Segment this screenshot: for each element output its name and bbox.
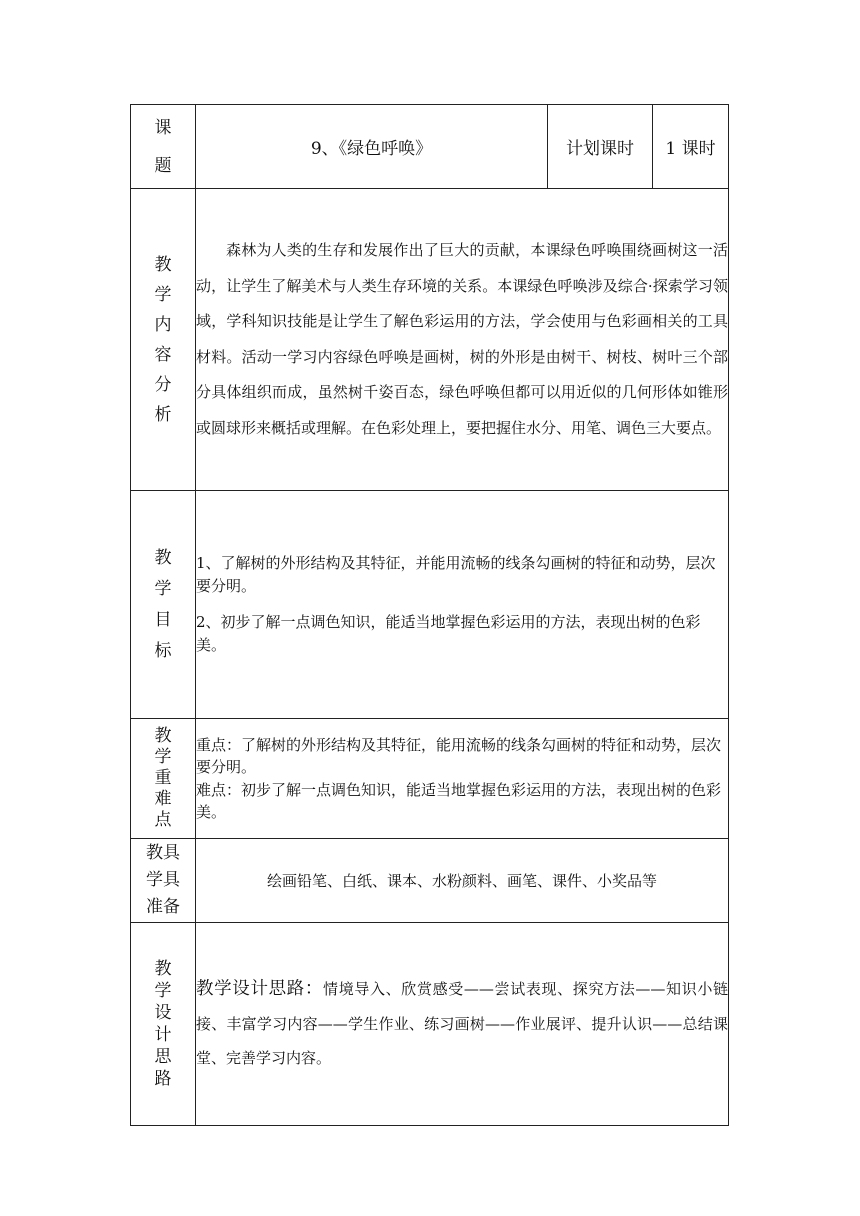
tools-label-cell (131, 839, 196, 923)
planned-hours-label-cell (548, 105, 653, 189)
design-label: 教 学 设 计 思 路 (154, 959, 172, 1089)
analysis-label-cell (131, 189, 196, 491)
analysis-cell (196, 189, 729, 491)
key-points-label-cell (131, 719, 196, 839)
row-title (131, 105, 729, 189)
goal-item-1: 1、了解树的外形结构及其特征，并能用流畅的线条勾画树的特征和动势，层次要分明。 (196, 554, 716, 595)
design-label-cell (131, 923, 196, 1126)
lesson-plan-table (130, 104, 729, 1126)
title-label: 课 题 (154, 117, 172, 176)
title-label-cell (131, 105, 196, 189)
goals-label-cell (131, 491, 196, 719)
row-analysis (131, 189, 729, 491)
goals-label: 教 学 目 标 (154, 547, 172, 661)
goal-item-2: 2、初步了解一点调色知识，能适当地掌握色彩运用的方法，表现出树的色彩美。 (196, 613, 701, 654)
analysis-label: 教 学 内 容 分 析 (154, 254, 172, 425)
planned-hours-value: 1 课时 (665, 139, 716, 159)
tools-list: 绘画铅笔、白纸、课本、水粉颜料、画笔、课件、小奖品等 (266, 872, 657, 890)
design-lead: 教学设计思路： (196, 979, 324, 1000)
design-cell (196, 923, 729, 1126)
key-points-label: 教 学 重 难 点 (154, 726, 172, 830)
analysis-text: 森林为人类的生存和发展作出了巨大的贡献，本课绿色呼唤围绕画树这一活动，让学生了解美术与人类生存环境的关系。本课绿色呼唤涉及综合·探索学习领域，学科知识技能是让学生了解色彩运用的方法，学会使用与色彩画相关的工具材料。活动一学习内容绿色呼唤是画树，树的外形是由树干、树枝、树叶三个部分具体组织而成，虽然树千姿百态，绿色呼唤但都可以用近似的几何形体如锥形或圆球形来概括或理解。在色彩处理上，要把握住水分、用笔、调色三大要点。 (196, 241, 728, 437)
difficult-point: 难点：初步了解一点调色知识，能适当地掌握色彩运用的方法，表现出树的色彩美。 (196, 780, 722, 821)
row-key-points (131, 719, 729, 839)
title-cell (196, 105, 548, 189)
row-design (131, 923, 729, 1126)
key-point: 重点：了解树的外形结构及其特征，能用流畅的线条勾画树的特征和动势，层次要分明。 (196, 735, 722, 776)
key-points-cell (196, 719, 729, 839)
goals-cell (196, 491, 729, 719)
design-text: 情境导入、欣赏感受——尝试表现、探究方法——知识小链接、丰富学习内容——学生作业、练习画树——作业展评、提升认识——总结课堂、完善学习内容。 (196, 980, 728, 1068)
planned-hours-label: 计划课时 (566, 139, 634, 159)
tools-cell (196, 839, 729, 923)
tools-label: 教具 学具 准备 (146, 843, 180, 917)
lesson-title: 9、《绿色呼唤》 (310, 139, 433, 159)
row-tools (131, 839, 729, 923)
row-goals (131, 491, 729, 719)
planned-hours-cell (653, 105, 729, 189)
